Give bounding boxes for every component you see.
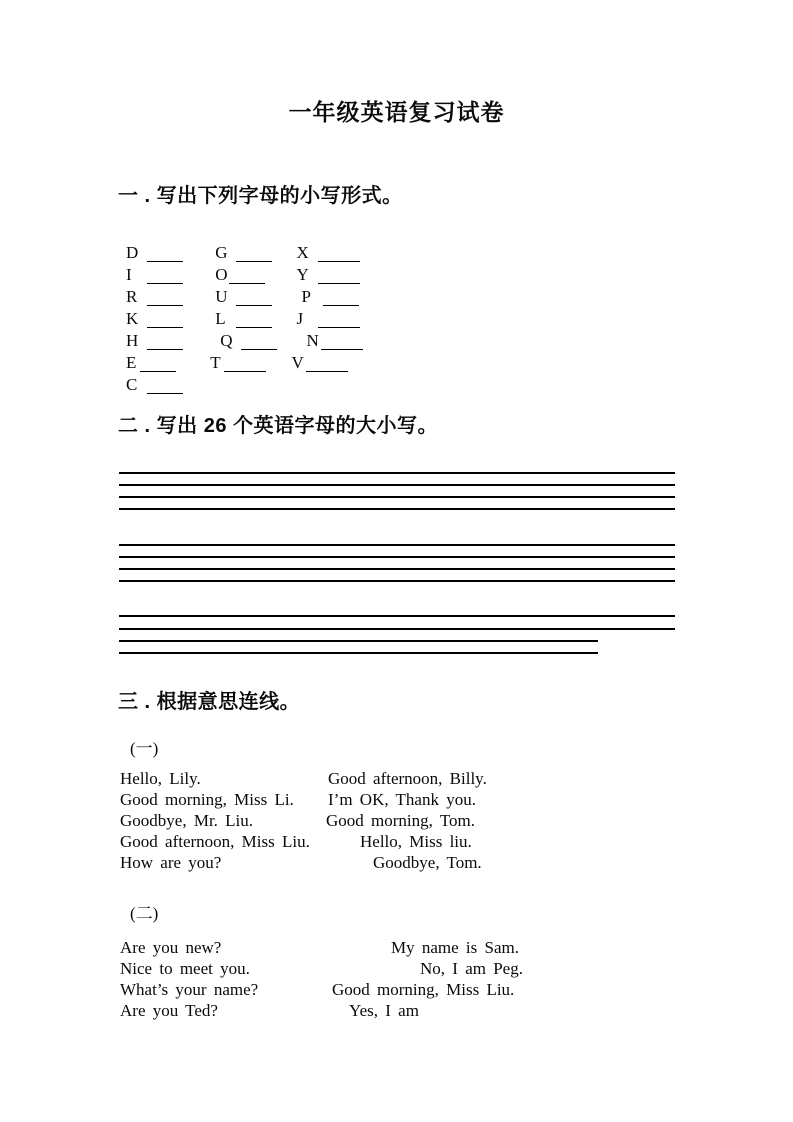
match-row <box>120 979 740 1000</box>
letter-row <box>126 265 446 287</box>
letter-cell <box>297 265 417 285</box>
match-row <box>120 831 740 852</box>
answer-blank-line <box>140 357 176 372</box>
match-row <box>120 937 740 958</box>
writing-line <box>119 556 675 558</box>
section-three-heading: 三 . 根据意思连线。 <box>118 691 301 713</box>
letter-label: V <box>291 353 304 372</box>
writing-line <box>119 568 675 570</box>
match-left-phrase: How are you? <box>120 853 222 872</box>
letter-label: G <box>215 243 228 262</box>
letter-label: N <box>306 331 319 350</box>
letter-label: P <box>301 287 311 306</box>
match-right-phrase: I’m OK, Thank you. <box>328 790 476 809</box>
letter-label: Y <box>296 265 309 284</box>
answer-blank-line <box>318 269 360 284</box>
letter-cell <box>292 353 412 373</box>
letter-cell <box>126 331 211 351</box>
letter-cell <box>126 375 211 395</box>
answer-blank-line <box>147 291 183 306</box>
answer-blank-line <box>147 379 183 394</box>
section-two-heading: 二 . 写出 26 个英语字母的大小写。 <box>118 415 439 437</box>
match-right-phrase: My name is Sam. <box>391 938 519 957</box>
answer-blank-line <box>147 335 183 350</box>
match-left-phrase: Are you new? <box>120 938 222 957</box>
letter-label: L <box>215 309 226 328</box>
match-right-phrase: Good morning, Tom. <box>326 811 475 830</box>
letter-label: C <box>126 375 138 394</box>
letter-row <box>126 243 446 265</box>
letter-row <box>126 353 446 375</box>
letter-label: I <box>126 265 132 284</box>
writing-line <box>119 628 675 630</box>
writing-line <box>119 544 675 546</box>
letter-cell <box>126 243 211 263</box>
letter-cell <box>215 287 292 307</box>
letter-label: X <box>296 243 309 262</box>
match-row <box>120 768 740 789</box>
letter-cell <box>210 353 287 373</box>
answer-blank-line <box>306 357 348 372</box>
letter-row <box>126 287 446 309</box>
answer-blank-line <box>147 247 183 262</box>
letter-label: H <box>126 331 139 350</box>
letter-label: Q <box>220 331 233 350</box>
letter-cell <box>215 309 292 329</box>
match-left-phrase: What’s your name? <box>120 980 259 999</box>
letter-cell <box>297 243 417 263</box>
part-two-label: (二) <box>130 904 159 923</box>
letter-cell <box>215 265 292 285</box>
answer-blank-line <box>236 313 272 328</box>
letter-label: J <box>296 309 304 328</box>
writing-line <box>119 580 675 582</box>
match-right-phrase: Good morning, Miss Liu. <box>332 980 515 999</box>
letter-label: T <box>210 353 221 372</box>
answer-blank-line <box>229 269 265 284</box>
match-left-phrase: Goodbye, Mr. Liu. <box>120 811 254 830</box>
writing-line <box>119 496 675 498</box>
letter-label: O <box>215 265 228 284</box>
writing-line <box>119 640 598 642</box>
letter-cell <box>126 353 211 373</box>
letter-cell <box>297 309 417 329</box>
letter-label: R <box>126 287 138 306</box>
match-row <box>120 1000 740 1021</box>
letter-row <box>126 331 446 353</box>
letter-cell <box>126 309 211 329</box>
match-left-phrase: Are you Ted? <box>120 1001 218 1020</box>
answer-blank-line <box>147 269 183 284</box>
match-row <box>120 852 740 873</box>
answer-blank-line <box>236 247 272 262</box>
letter-label: E <box>126 353 137 372</box>
writing-line <box>119 615 675 617</box>
paper-title: 一年级英语复习试卷 <box>288 99 505 125</box>
writing-line <box>119 652 598 654</box>
letter-label: K <box>126 309 139 328</box>
match-row <box>120 958 740 979</box>
letter-cell <box>126 287 211 307</box>
match-row <box>120 810 740 831</box>
match-left-phrase: Good afternoon, Miss Liu. <box>120 832 310 851</box>
letter-cell <box>297 287 422 307</box>
letter-cell <box>302 331 427 351</box>
letter-row <box>126 375 446 397</box>
letter-cell <box>126 265 211 285</box>
answer-blank-line <box>321 335 363 350</box>
answer-blank-line <box>323 291 359 306</box>
match-left-phrase: Nice to meet you. <box>120 959 250 978</box>
match-right-phrase: No, I am Peg. <box>420 959 523 978</box>
match-right-phrase: Good afternoon, Billy. <box>328 769 487 788</box>
writing-line <box>119 508 675 510</box>
match-right-phrase: Hello, Miss liu. <box>360 832 472 851</box>
match-right-phrase: Yes, I am <box>349 1001 419 1020</box>
answer-blank-line <box>224 357 266 372</box>
writing-line <box>119 484 675 486</box>
writing-line <box>119 472 675 474</box>
lowercase-letters-exercise <box>126 243 446 397</box>
match-row <box>120 789 740 810</box>
letter-cell <box>215 331 297 351</box>
match-left-phrase: Good morning, Miss Li. <box>120 790 294 809</box>
letter-label: D <box>126 243 139 262</box>
match-right-phrase: Goodbye, Tom. <box>373 853 482 872</box>
section-one-heading: 一 . 写出下列字母的小写形式。 <box>118 185 403 207</box>
answer-blank-line <box>318 247 360 262</box>
answer-blank-line <box>236 291 272 306</box>
answer-blank-line <box>241 335 277 350</box>
letter-label: U <box>215 287 228 306</box>
answer-blank-line <box>318 313 360 328</box>
answer-blank-line <box>147 313 183 328</box>
part-one-label: (一) <box>130 739 159 758</box>
letter-row <box>126 309 446 331</box>
letter-cell <box>215 243 292 263</box>
match-left-phrase: Hello, Lily. <box>120 769 201 788</box>
